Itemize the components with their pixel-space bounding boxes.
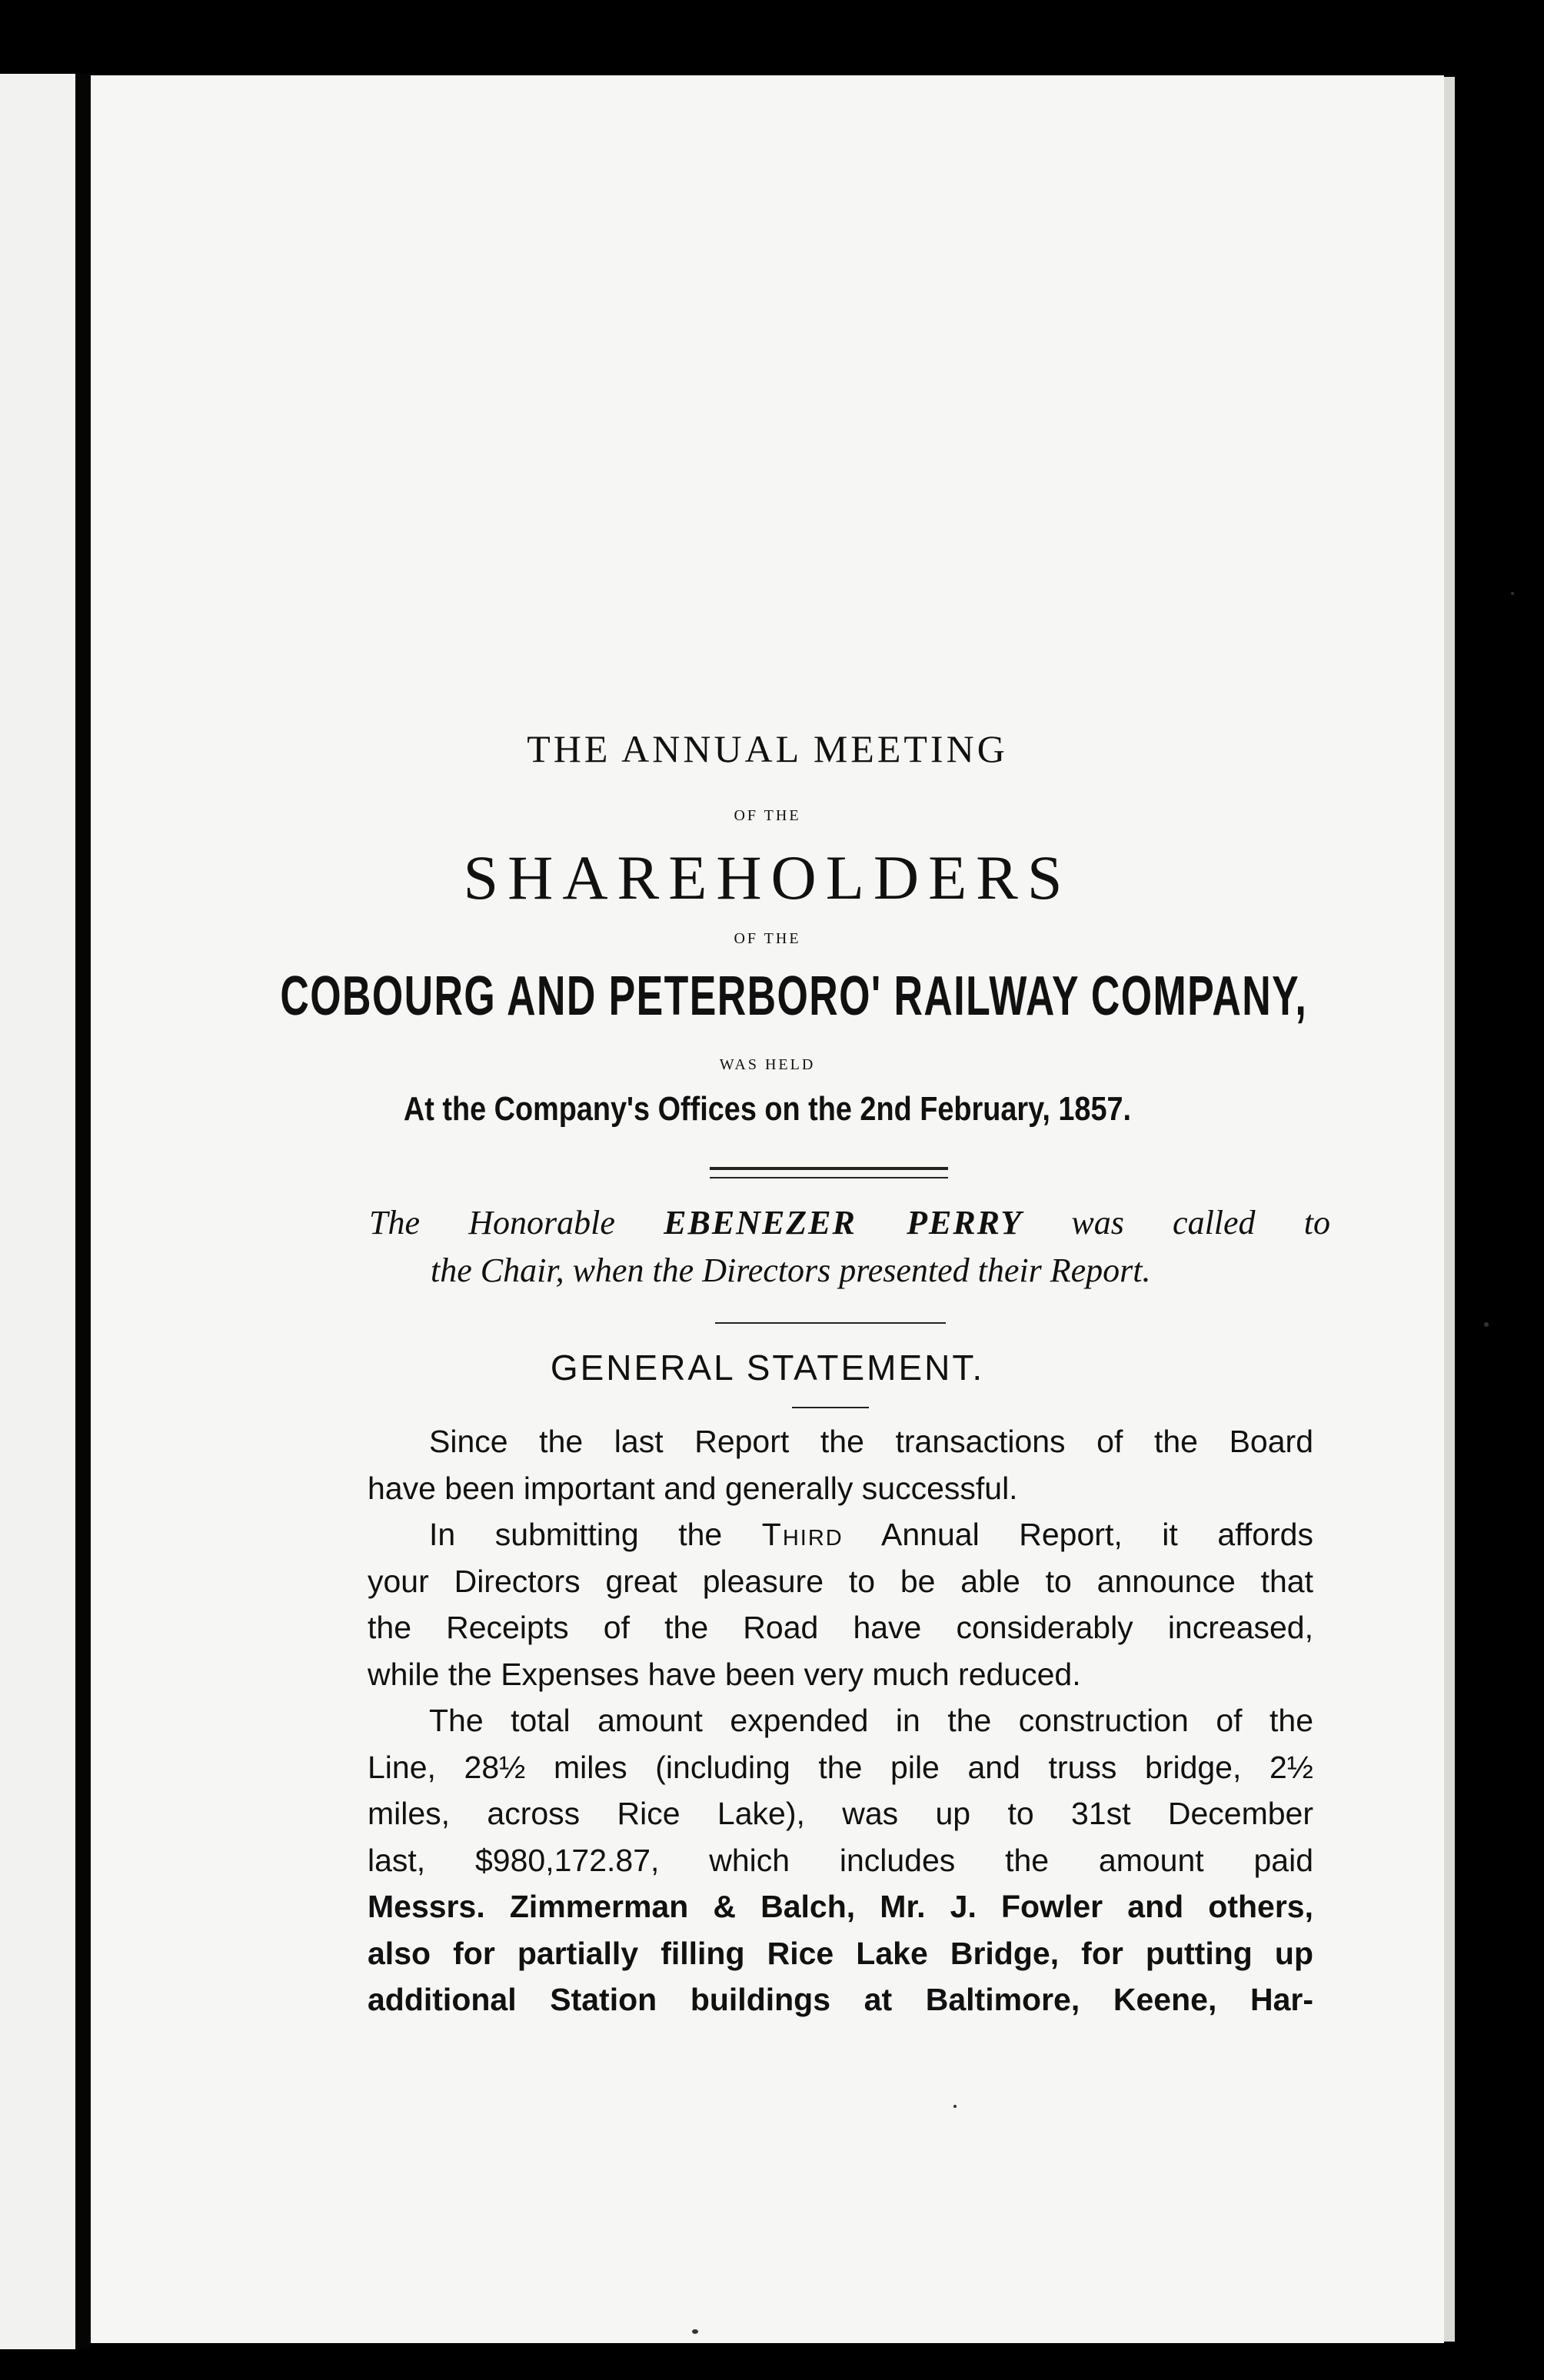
text-line: miles, across Rice Lake), was up to 31st December (368, 1796, 1313, 1831)
of-the-connector: OF THE (734, 930, 801, 947)
text-line: your Directors great pleasure to be able to announce that (368, 1563, 1313, 1599)
title-shareholders: SHAREHOLDERS (463, 843, 1072, 912)
scan-speck (692, 2329, 698, 2334)
short-rule-divider (792, 1407, 869, 1408)
text-line: have been important and generally successful. (368, 1470, 1018, 1506)
chair-name: EBENEZER PERRY (664, 1204, 1023, 1242)
meeting-date-line: At the Company's Offices on the 2nd February, 1857. (403, 1090, 1132, 1128)
title-annual-meeting: THE ANNUAL MEETING (527, 727, 1008, 770)
chair-statement (369, 1199, 1330, 1295)
text-line: In submitting the Third Annual Report, it affords (429, 1517, 1313, 1552)
double-rule-divider (710, 1167, 948, 1178)
chair-post: was called to (1023, 1204, 1331, 1242)
text-line: last, $980,172.87, which includes the amount paid (368, 1842, 1313, 1878)
body-text (368, 1418, 1313, 2023)
text-line: additional Station buildings at Baltimore, Keene, Har- (368, 1982, 1313, 2017)
text-line: Since the last Report the transactions of the Board (429, 1424, 1313, 1459)
text-line: Line, 28½ miles (including the pile and truss bridge, 2½ (368, 1749, 1313, 1785)
of-the-connector: OF THE (734, 807, 801, 824)
text-line: while the Expenses have been very much reduced. (368, 1656, 1081, 1692)
text-line: also for partially filling Rice Lake Bridge, for putting up (368, 1935, 1313, 1971)
scan-speck (953, 2105, 957, 2108)
text-line: the Receipts of the Road have considerably increased, (368, 1610, 1313, 1645)
scan-speck (1484, 1322, 1489, 1327)
facing-page-edge (0, 74, 75, 2349)
section-heading: GENERAL STATEMENT. (550, 1348, 985, 1388)
text-line: Messrs. Zimmerman & Balch, Mr. J. Fowler and others, (368, 1889, 1313, 1924)
chair-line-2: the Chair, when the Directors presented their Report. (431, 1251, 1151, 1289)
page-edge-shadow (1444, 77, 1455, 2342)
book-gutter (75, 74, 91, 2349)
text-line: The total amount expended in the construction of the (429, 1703, 1313, 1738)
chair-pre: The Honorable (369, 1204, 664, 1242)
single-rule-divider (715, 1322, 946, 1324)
was-held-connector: WAS HELD (719, 1056, 816, 1073)
scan-speck (1511, 592, 1514, 595)
title-company-name: COBOURG AND PETERBORO' RAILWAY COMPANY, (280, 966, 1308, 1027)
